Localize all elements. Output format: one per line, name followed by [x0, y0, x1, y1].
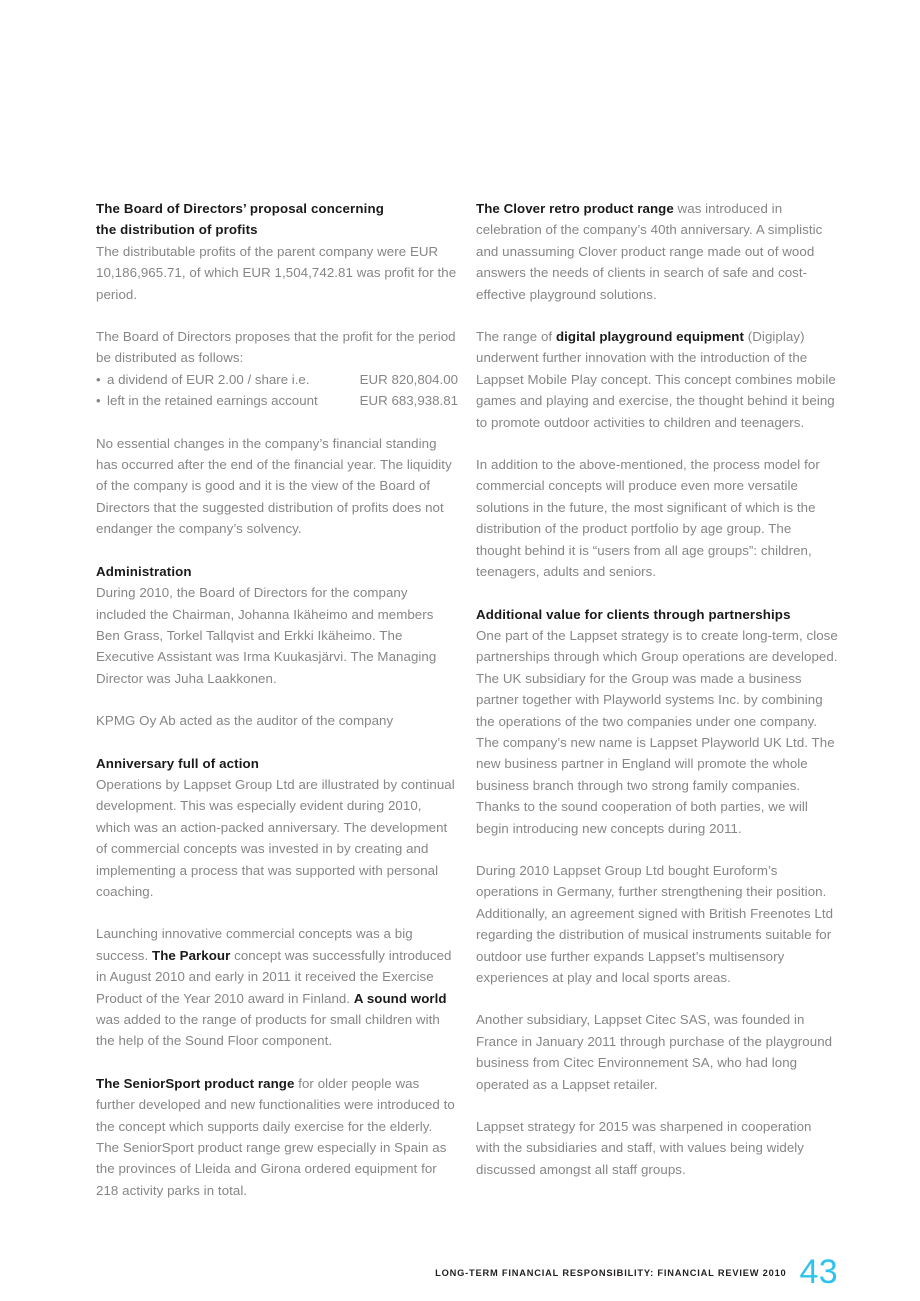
bullet-amount: EUR 820,804.00	[359, 371, 458, 387]
left-column	[96, 198, 458, 1201]
bullet-label: a dividend of EUR 2.00 / share i.e.	[107, 371, 310, 387]
parkour-text-run-1: Launching innovative commercial concepts was a big success.	[96, 926, 413, 963]
seniorsport-block	[96, 1073, 458, 1201]
clover-block	[476, 198, 838, 305]
parkour-paragraph	[96, 923, 458, 1051]
page-number: 43	[799, 1253, 838, 1291]
seniorsport-bold-term: The SeniorSport product range	[96, 1075, 295, 1091]
digiplay-text-run-1: The range of	[476, 329, 556, 345]
distribution-proposal-block	[96, 326, 458, 412]
bullet-marker-icon: •	[96, 371, 101, 387]
board-proposal-section	[96, 198, 458, 305]
page-footer	[96, 1248, 838, 1291]
administration-heading: Administration	[96, 563, 192, 579]
anniversary-heading: Anniversary full of action	[96, 755, 260, 771]
solvency-block	[96, 433, 458, 540]
board-proposal-heading-line1: The Board of Directors’ proposal concerning	[96, 201, 384, 216]
list-item	[96, 390, 458, 411]
right-column	[476, 198, 838, 1201]
list-item	[96, 369, 458, 390]
auditor-block	[96, 710, 458, 731]
sound-world-bold-term: A sound world	[353, 990, 447, 1006]
administration-paragraph: During 2010, the Board of Directors for the company included the Chairman, Johanna Ikäheimo and members Ben Grass, Torkel Tallqvist and Erkki Ikäheimo. The Executive Assistant was Irma Kuukasjärvi. The Managing Director was Juha Laakkonen.	[96, 585, 437, 686]
strategy-2015-block	[476, 1116, 838, 1180]
parkour-text-run-2: concept was successfully introduced in August 2010 and early in 2011 it received the Exercise Product of the Year 2010 award in Finland.	[96, 947, 452, 1006]
administration-section	[96, 561, 458, 689]
anniversary-section	[96, 753, 458, 903]
parkour-block	[96, 923, 458, 1051]
parkour-bold-term: The Parkour	[152, 947, 231, 963]
partnerships-heading: Additional value for clients through partnerships	[476, 606, 791, 622]
footer-section-label: LONG-TERM FINANCIAL RESPONSIBILITY: FINANCIAL REVIEW 2010	[435, 1268, 787, 1278]
strategy-2015-paragraph: Lappset strategy for 2015 was sharpened in cooperation with the subsidiaries and staff, with values being widely discussed amongst all staff groups.	[476, 1119, 812, 1177]
partnerships-section	[476, 604, 838, 839]
anniversary-paragraph: Operations by Lappset Group Ltd are illustrated by continual development. This was especially evident during 2010, which was an action-packed anniversary. The development of commercial concepts was invested in by creating and implementing a process that was supported with personal coaching.	[96, 776, 455, 899]
euroform-block	[476, 860, 838, 988]
digiplay-paragraph	[476, 326, 838, 433]
seniorsport-text-run-1: for older people was further developed and new functionalities were introduced to the concept which supports daily exercise for the elderly. The SeniorSport product range grew especially in Spain as the provinces of Lleida and Girona ordered equipment for 218 activity parks in total.	[96, 1075, 455, 1198]
citec-block	[476, 1009, 838, 1095]
digiplay-text-run-2: (Digiplay) underwent further innovation with the introduction of the Lappset Mobile Play concept. This concept combines mobile games and playing and exercise, the thought behind it being to promote outdoor activities to children and teenagers.	[476, 329, 836, 430]
distribution-bullet-list	[96, 369, 458, 412]
citec-paragraph: Another subsidiary, Lappset Citec SAS, was founded in France in January 2011 through purchase of the playground business from Citec Environnement SA, who had long operated as a Lappset retailer.	[476, 1012, 833, 1092]
two-column-body	[96, 198, 838, 1201]
partnerships-paragraph: One part of the Lappset strategy is to create long-term, close partnerships through which Group operations are developed. The UK subsidiary for the Group was made a business partner together with Playworld systems Inc. by combining the operations of the two companies under one company. The company’s new name is Lappset Playworld UK Ltd. The new business partner in England will promote the whole business branch through two strong family companies. Thanks to the sound cooperation of both parties, we will begin introducing new concepts during 2011.	[476, 627, 838, 836]
auditor-paragraph: KPMG Oy Ab acted as the auditor of the company	[96, 713, 394, 729]
clover-bold-term: The Clover retro product range	[476, 201, 674, 216]
digiplay-block	[476, 326, 838, 433]
clover-text-run-1: was introduced in celebration of the company’s 40th anniversary. A simplistic and unassuming Clover product range made out of wood answers the needs of clients in search of safe and cost-effective playground solutions.	[476, 201, 823, 302]
bullet-label: left in the retained earnings account	[107, 393, 318, 409]
digiplay-bold-term: digital playground equipment	[555, 329, 744, 345]
distribution-intro-paragraph: The Board of Directors proposes that the profit for the period be distributed as follows:	[96, 329, 456, 366]
distributable-profits-paragraph: The distributable profits of the parent company were EUR 10,186,965.71, of which EUR 1,504,742.81 was profit for the period.	[96, 243, 457, 302]
bullet-amount: EUR 683,938.81	[359, 393, 458, 409]
bullet-marker-icon: •	[96, 393, 101, 409]
solvency-paragraph: No essential changes in the company’s financial standing has occurred after the end of the financial year. The liquidity of the company is good and it is the view of the Board of Directors that the suggested distribution of profits does not endanger the company’s solvency.	[96, 435, 452, 537]
seniorsport-paragraph	[96, 1073, 458, 1201]
euroform-paragraph: During 2010 Lappset Group Ltd bought Euroform’s operations in Germany, further strengthening their position. Additionally, an agreement signed with British Freenotes Ltd regarding the distribution of musical instruments suitable for outdoor use further expands Lappset’s multisensory experiences at play and local sports areas.	[476, 862, 834, 985]
process-model-paragraph: In addition to the above-mentioned, the process model for commercial concepts will produce even more versatile solutions in the future, the most significant of which is the distribution of the product portfolio by age group. The thought behind it is “users from all age groups”: children, teenagers, adults and seniors.	[476, 457, 820, 580]
process-model-block	[476, 454, 838, 582]
board-proposal-heading-line2: the distribution of profits	[96, 222, 258, 238]
parkour-text-run-3: was added to the range of products for small children with the help of the Sound Floor component.	[96, 1012, 440, 1049]
board-proposal-heading	[96, 198, 458, 241]
clover-paragraph	[476, 198, 838, 305]
